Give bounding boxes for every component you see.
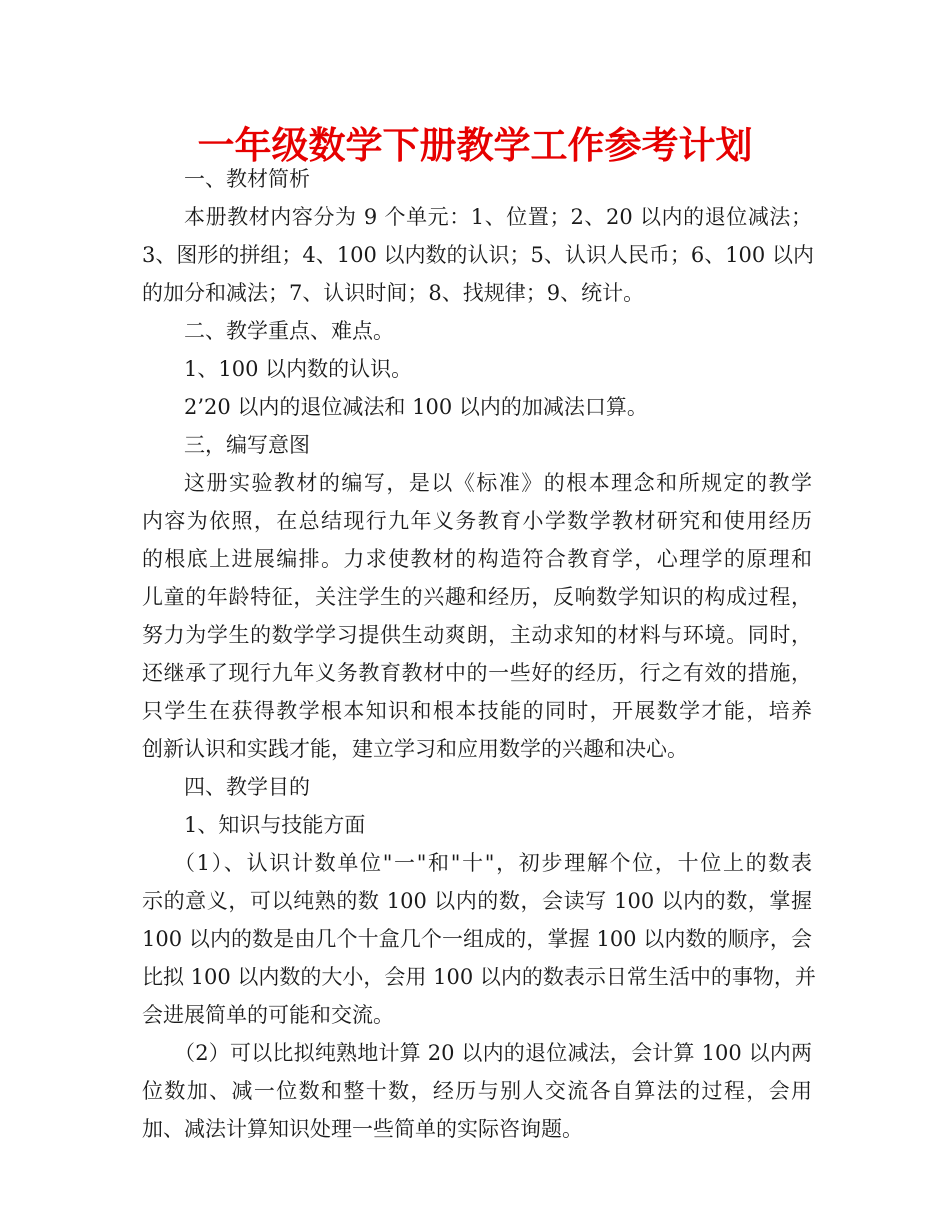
paragraph-line: 1、100 以内数的认识。 <box>184 357 413 381</box>
paragraph-line: 只学生在获得教学根本知识和根本技能的同时，开展数学才能，培养 <box>142 699 812 723</box>
paragraph-line: 2’20 以内的退位减法和 100 以内的加减法口算。 <box>184 395 648 419</box>
section-heading-textbook-analysis: 一、教材简析 <box>184 167 310 191</box>
paragraph-line: 本册教材内容分为 9 个单元：1、位置；2、20 以内的退位减法； <box>184 205 812 229</box>
paragraph-line: 100 以内的数是由几个十盒几个一组成的，掌握 100 以内数的顺序，会 <box>142 927 812 951</box>
paragraph-line: 示的意义，可以纯熟的数 100 以内的数，会读写 100 以内的数，掌握 <box>142 889 812 913</box>
paragraph-line: 儿童的年龄特征，关注学生的兴趣和经历，反响数学知识的构成过程， <box>142 585 812 609</box>
document-body <box>142 160 816 1148</box>
paragraph-line: （1）、认识计数单位"一"和"十"，初步理解个位，十位上的数表 <box>174 851 812 875</box>
subsection-heading-knowledge-skills: 1、知识与技能方面 <box>184 813 366 837</box>
paragraph-line: 的根底上进展编排。力求使教材的构造符合教育学，心理学的原理和 <box>142 547 812 571</box>
paragraph-line: 这册实验教材的编写，是以《标准》的根本理念和所规定的教学 <box>184 471 812 495</box>
paragraph-line: 3、图形的拼组；4、100 以内数的认识；5、认识人民币；6、100 以内 <box>142 243 814 267</box>
paragraph-line: 努力为学生的数学学习提供生动爽朗，主动求知的材料与环境。同时， <box>142 623 812 647</box>
paragraph-line: 比拟 100 以内数的大小，会用 100 以内的数表示日常生活中的事物，并 <box>142 965 816 989</box>
paragraph-line: （2）可以比拟纯熟地计算 20 以内的退位减法，会计算 100 以内两 <box>174 1041 812 1065</box>
section-heading-key-points: 二、教学重点、难点。 <box>184 319 394 343</box>
paragraph-line: 内容为依照，在总结现行九年义务教育小学数学教材研究和使用经历 <box>142 509 812 533</box>
paragraph-line: 加、减法计算知识处理一些简单的实际咨询题。 <box>142 1117 583 1141</box>
paragraph-line: 创新认识和实践才能，建立学习和应用数学的兴趣和决心。 <box>142 737 688 761</box>
section-heading-design-intent: 三，编写意图 <box>184 433 310 457</box>
paragraph-line: 位数加、减一位数和整十数，经历与别人交流各自算法的过程，会用 <box>142 1079 812 1103</box>
section-heading-teaching-goals: 四、教学目的 <box>184 775 310 799</box>
paragraph-line: 会进展简单的可能和交流。 <box>142 1003 394 1027</box>
document-title: 一年级数学下册教学工作参考计划 <box>197 124 753 167</box>
paragraph-line: 的加分和减法；7、认识时间；8、找规律；9、统计。 <box>142 281 645 305</box>
paragraph-line: 还继承了现行九年义务教育教材中的一些好的经历，行之有效的措施， <box>142 661 812 685</box>
